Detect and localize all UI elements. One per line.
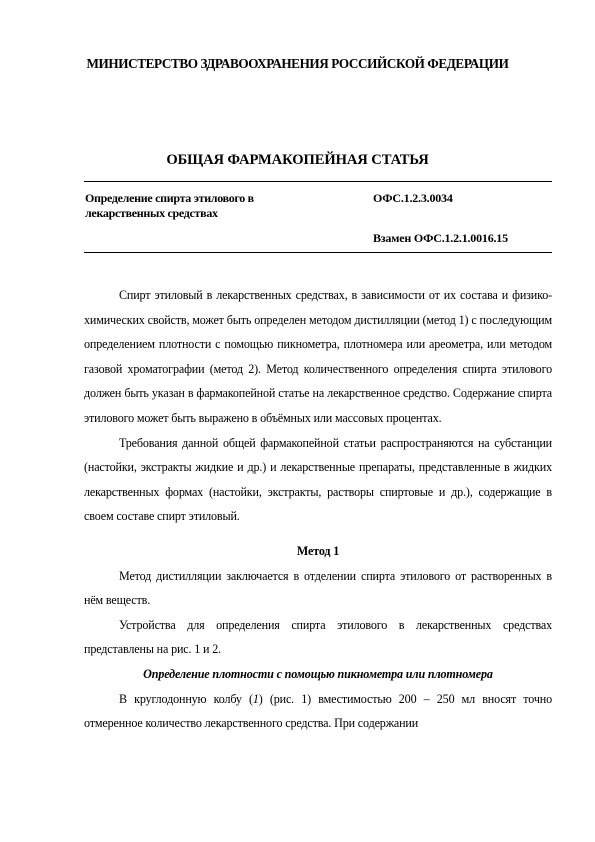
ministry-header: МИНИСТЕРСТВО ЗДРАВООХРАНЕНИЯ РОССИЙСКОЙ ФЕДЕРАЦИИ bbox=[86, 56, 509, 71]
density-subheading: Определение плотности с помощью пикнометра или плотномера bbox=[143, 666, 493, 681]
procedure-text-start: В круглодонную колбу ( bbox=[119, 691, 253, 706]
article-subject: Определение спирта этилового в лекарственных средствах bbox=[85, 191, 254, 220]
paragraph-procedure bbox=[84, 687, 552, 736]
document-title: ОБЩАЯ ФАРМАКОПЕЙНАЯ СТАТЬЯ bbox=[166, 152, 429, 168]
procedure-text-end: ) (рис. 1) вместимостью 200 – 250 мл вносят точно отмеренное количество лекарственного средства. При содержании bbox=[84, 691, 553, 731]
paragraph-scope: Требования данной общей фармакопейной статьи распространяются на субстанции (настойки, экстракты жидкие и др.) и лекарственные препараты, представленные в жидких лекарственных формах (настойки, экстракты, растворы спиртовые и др.), содержащие в своем составе спирт этиловый. bbox=[84, 435, 552, 524]
method-heading: Метод 1 bbox=[296, 543, 340, 558]
paragraph-devices: Устройства для определения спирта этилового в лекарственных средствах представлены на рис. 1 и 2. bbox=[84, 617, 552, 657]
replaces-note: Взамен ОФС.1.2.1.0016.15 bbox=[373, 231, 508, 245]
article-body bbox=[84, 283, 552, 736]
flask-number: 1 bbox=[252, 691, 259, 706]
bottom-rule bbox=[84, 252, 552, 253]
paragraph-intro: Спирт этиловый в лекарственных средствах, в зависимости от их состава и физико-химических свойств, может быть определен методом дистилляции (метод 1) с последующим определением плотности с помощью пикнометра, плотномера или ареометра, или методом газовой хроматографии (метод 2). Метод количественного определения спирта этилового должен быть указан в фармакопейной статье на лекарственное средство. Содержание спирта этилового может быть выражено в объёмных или массовых процентах. bbox=[84, 288, 552, 425]
paragraph-method-description: Метод дистилляции заключается в отделении спирта этилового от растворенных в нём веществ. bbox=[84, 568, 552, 608]
top-rule bbox=[84, 181, 552, 182]
article-code: ОФС.1.2.3.0034 bbox=[373, 191, 453, 205]
